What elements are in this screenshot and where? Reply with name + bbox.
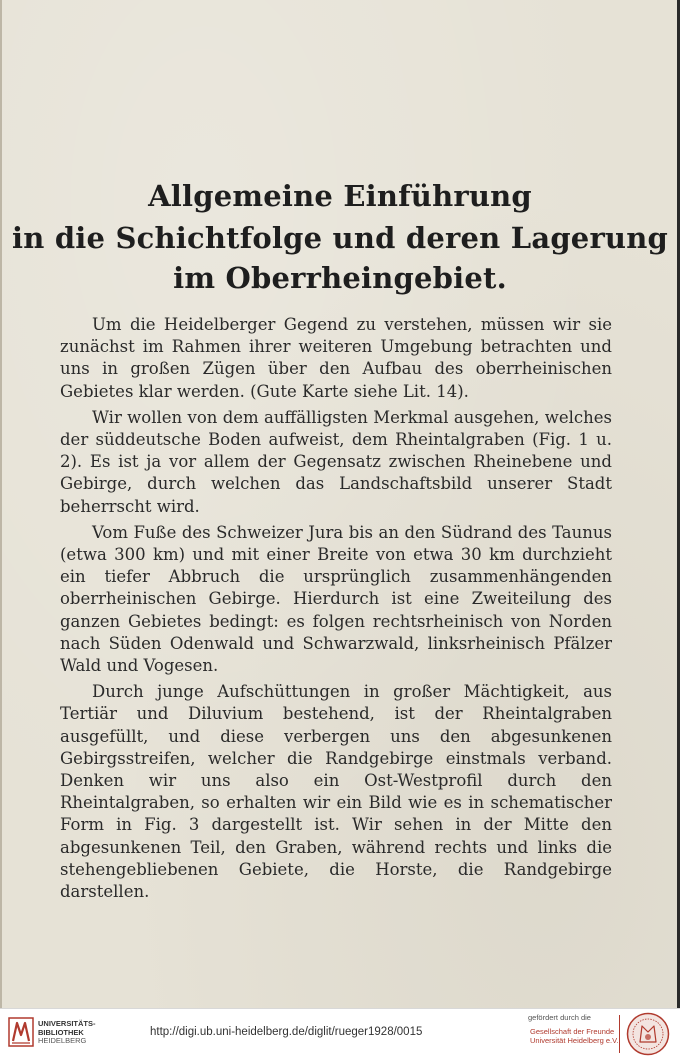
footer-bar bbox=[0, 1008, 680, 1057]
body-text bbox=[60, 314, 612, 907]
paragraph-2: Wir wollen von dem auffälligsten Merkmal ausgehen, welches der süddeutsche Boden aufweist, dem Rheintalgraben (Fig. 1 u. 2). Es ist ja vor allem der Gegensatz zwischen Rheinebene und Gebirge, durch welchen das Landschaftsbild unserer Stadt beherrscht wird. bbox=[60, 407, 612, 516]
university-seal-icon[interactable] bbox=[626, 1012, 670, 1056]
sponsor-name-line-2: Universität Heidelberg e.V. bbox=[530, 1036, 619, 1045]
library-name[interactable] bbox=[38, 1020, 96, 1046]
sponsor-label: gefördert durch die bbox=[528, 1013, 591, 1022]
title-line-1: Allgemeine Einführung bbox=[148, 179, 532, 213]
library-name-line-1: UNIVERSITÄTS- bbox=[38, 1019, 96, 1028]
sponsor-name-line-1: Gesellschaft der Freunde bbox=[530, 1027, 615, 1036]
sponsor-name[interactable] bbox=[530, 1027, 619, 1045]
sponsor-divider bbox=[619, 1015, 620, 1053]
title-line-3: im Oberrheingebiet. bbox=[173, 261, 507, 295]
title-line-2: in die Schichtfolge und deren Lagerung bbox=[12, 221, 668, 255]
library-name-line-2: BIBLIOTHEK bbox=[38, 1027, 84, 1037]
ub-heidelberg-logo-icon[interactable] bbox=[8, 1017, 34, 1047]
paragraph-4: Durch junge Aufschüttungen in großer Mächtigkeit, aus Tertiär und Diluvium bestehend, ist der Rheintalgraben ausgefüllt, und diese verbergen uns den abgesunkenen Gebirgsstreifen, welcher die Randgebirge einstmals verband. Denken wir uns also ein Ost-Westprofil durch den Rheintalgraben, so erhalten wir ein Bild wie es in schematischer Form in Fig. 3 dargestellt ist. Wir sehen in der Mitte den abgesunkenen Teil, den Graben, während rechts und links die stehengebliebenen Gebiete, die Horste, die Randgebirge darstellen. bbox=[60, 682, 612, 902]
paragraph-3: Vom Fuße des Schweizer Jura bis an den Südrand des Taunus (etwa 300 km) und mit einer Breite von etwa 30 km durchzieht ein tiefer Abbruch die ursprünglich zusammenhängenden oberrheinischen Gebirge. Hierdurch ist eine Zweiteilung des ganzen Gebietes bedingt: es folgen rechtsrheinisch von Norden nach Süden Odenwald und Schwarzwald, linksrheinisch Pfälzer Wald und Vogesen. bbox=[60, 522, 612, 676]
paragraph-1: Um die Heidelberger Gegend zu verstehen, müssen wir sie zunächst im Rahmen ihrer weiteren Umgebung betrachten und uns in großen Zügen über den Aufbau des oberrheinischen Gebietes klar werden. (Gute Karte siehe Lit. 14). bbox=[60, 315, 612, 401]
library-name-line-3: HEIDELBERG bbox=[38, 1036, 87, 1045]
scan-left-edge bbox=[0, 0, 2, 1008]
permalink-url[interactable]: http://digi.ub.uni-heidelberg.de/diglit/rueger1928/0015 bbox=[150, 1026, 423, 1038]
